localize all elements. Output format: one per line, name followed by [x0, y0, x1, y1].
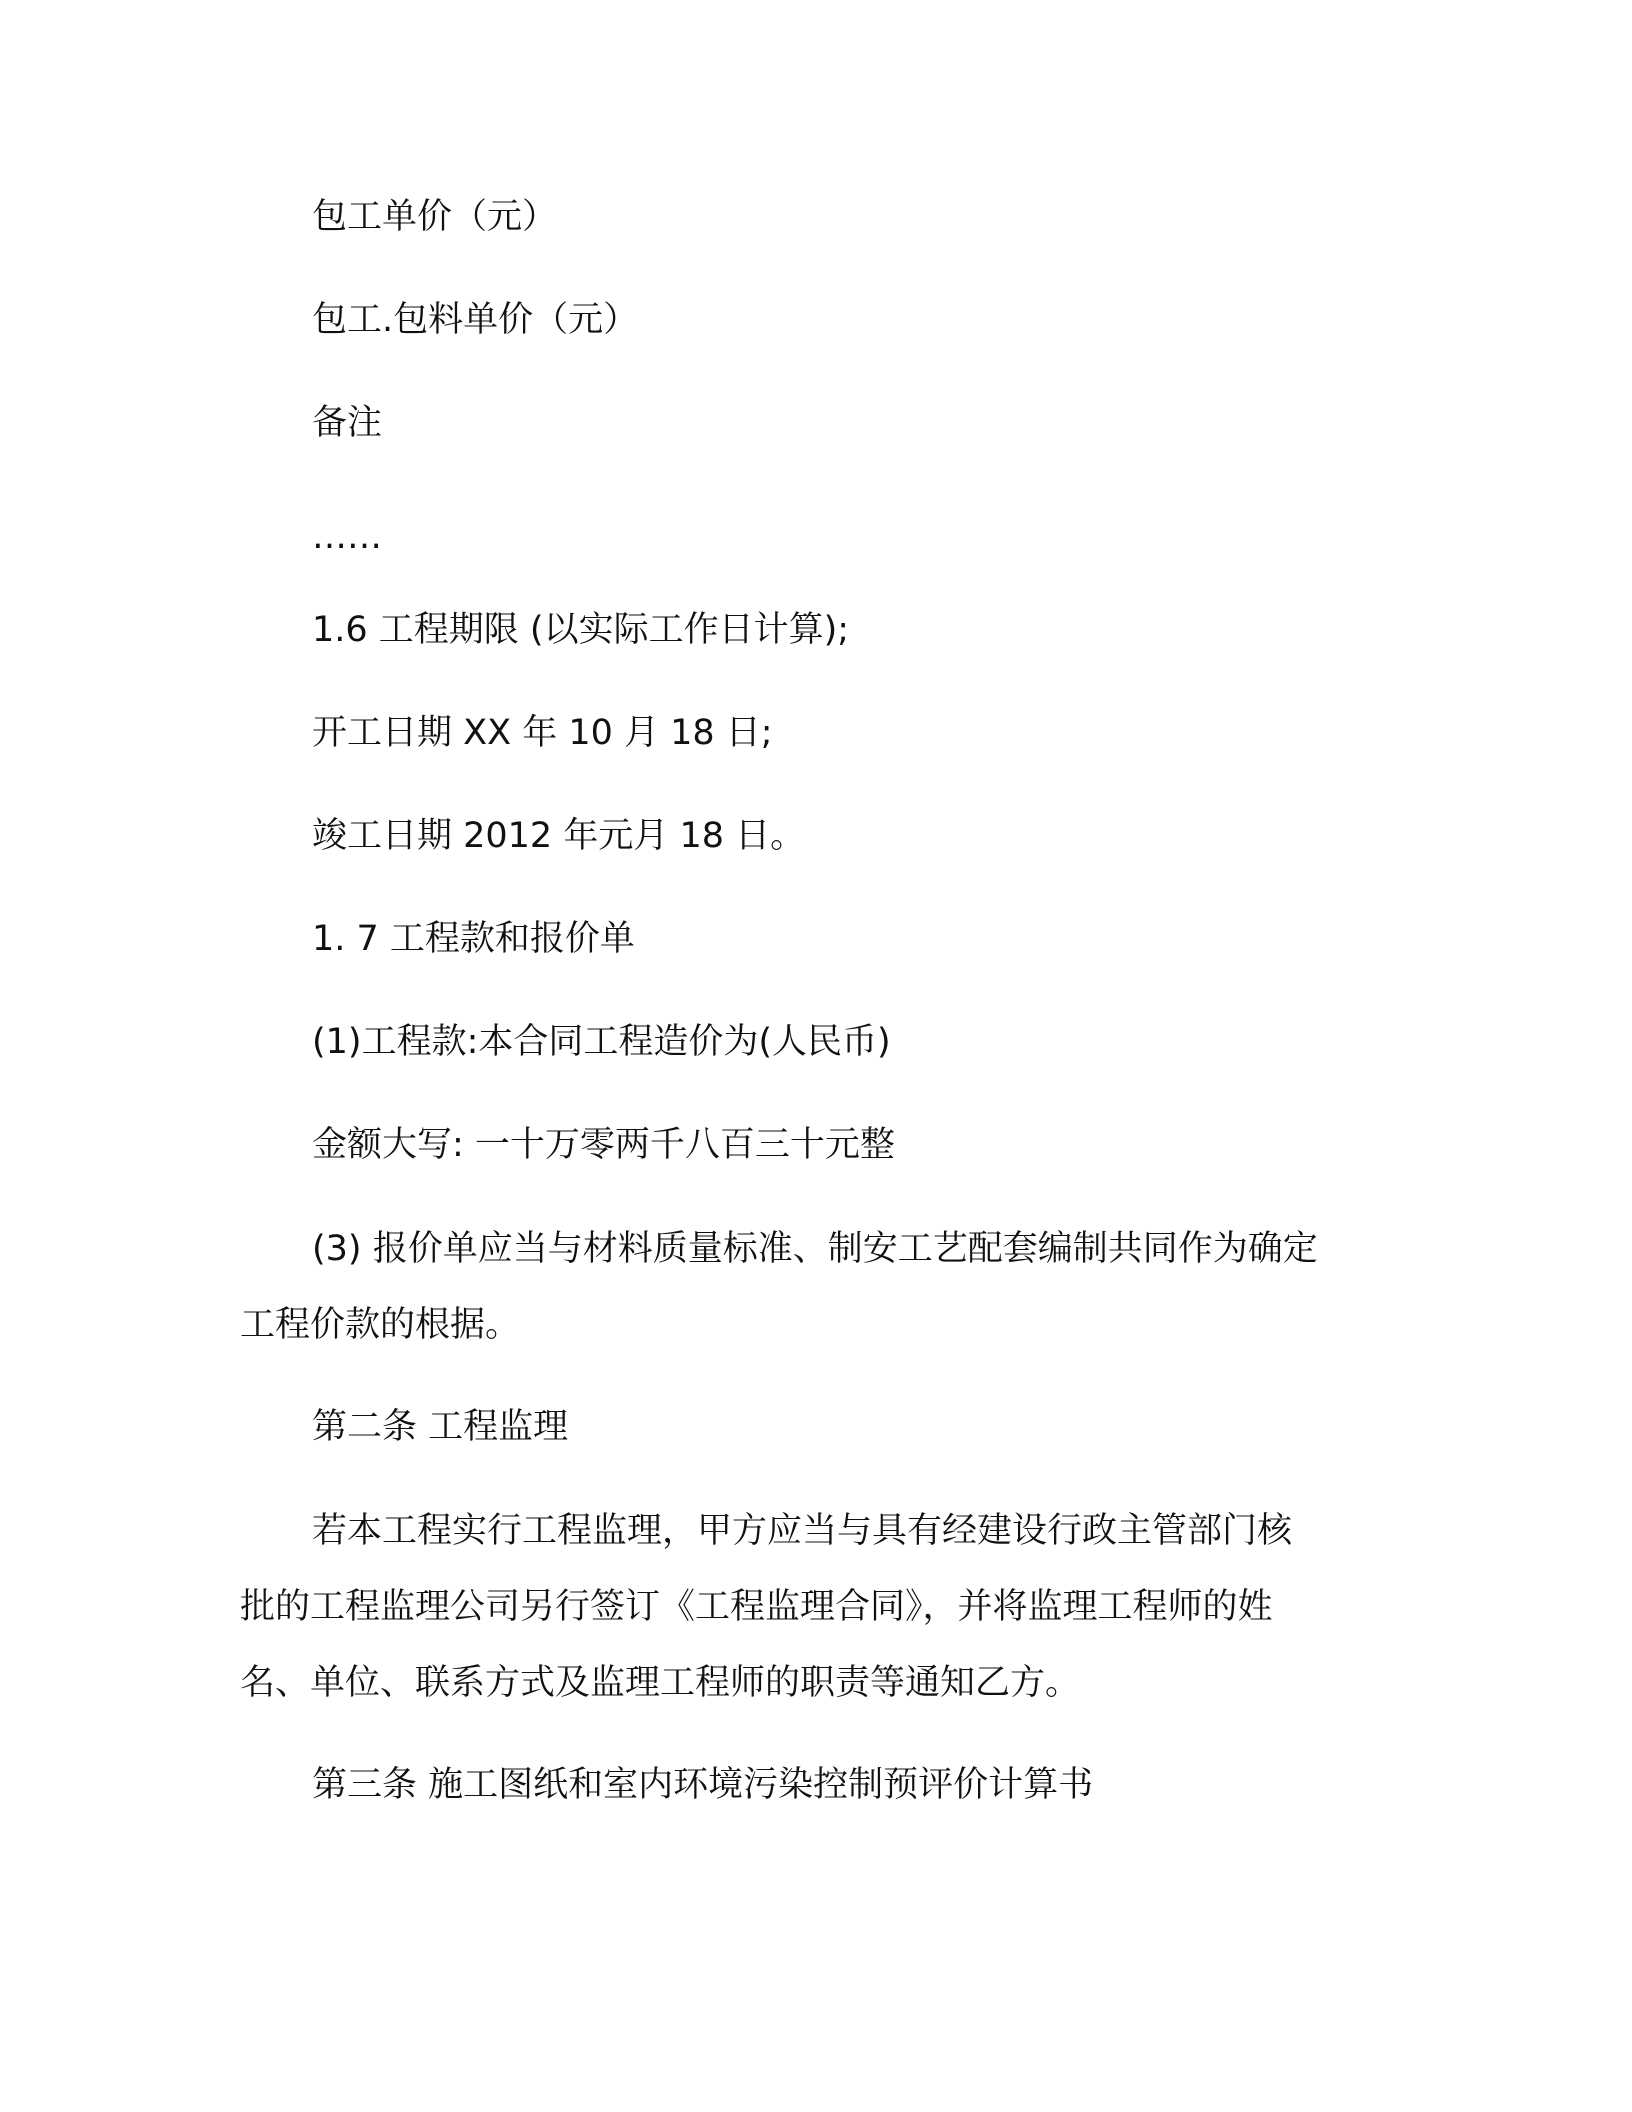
- text-line: 金额大写: 一十万零两千八百三十元整: [312, 1125, 895, 1165]
- article-2-body: [240, 1493, 1380, 1721]
- paragraph-line: 若本工程实行工程监理，甲方应当与具有经建设行政主管部门核: [312, 1511, 1293, 1551]
- paragraph-line: 名、单位、联系方式及监理工程师的职责等通知乙方。: [240, 1663, 1081, 1703]
- text-line: 开工日期 XX 年 10 月 18 日;: [312, 713, 773, 753]
- article-2-title: 第二条 工程监理: [312, 1407, 569, 1447]
- article-3-title: 第三条 施工图纸和室内环境污染控制预评价计算书: [312, 1765, 1094, 1805]
- text-line: 1. 7 工程款和报价单: [312, 919, 635, 959]
- paragraph-3: [240, 1211, 1380, 1363]
- text-line: 包工.包料单价（元）: [312, 300, 639, 340]
- text-line: 竣工日期 2012 年元月 18 日。: [312, 816, 806, 856]
- text-line: (1)工程款:本合同工程造价为(人民币): [312, 1022, 891, 1062]
- paragraph-line: 批的工程监理公司另行签订《工程监理合同》，并将监理工程师的姓: [240, 1587, 1273, 1627]
- text-line: 包工单价（元）: [312, 197, 558, 237]
- text-line: 1.6 工程期限 (以实际工作日计算);: [312, 610, 850, 650]
- text-line: 备注: [312, 403, 383, 443]
- paragraph-line: (3) 报价单应当与材料质量标准、制安工艺配套编制共同作为确定: [312, 1229, 1318, 1269]
- paragraph-line: 工程价款的根据。: [240, 1305, 521, 1345]
- text-line: ……: [312, 517, 382, 557]
